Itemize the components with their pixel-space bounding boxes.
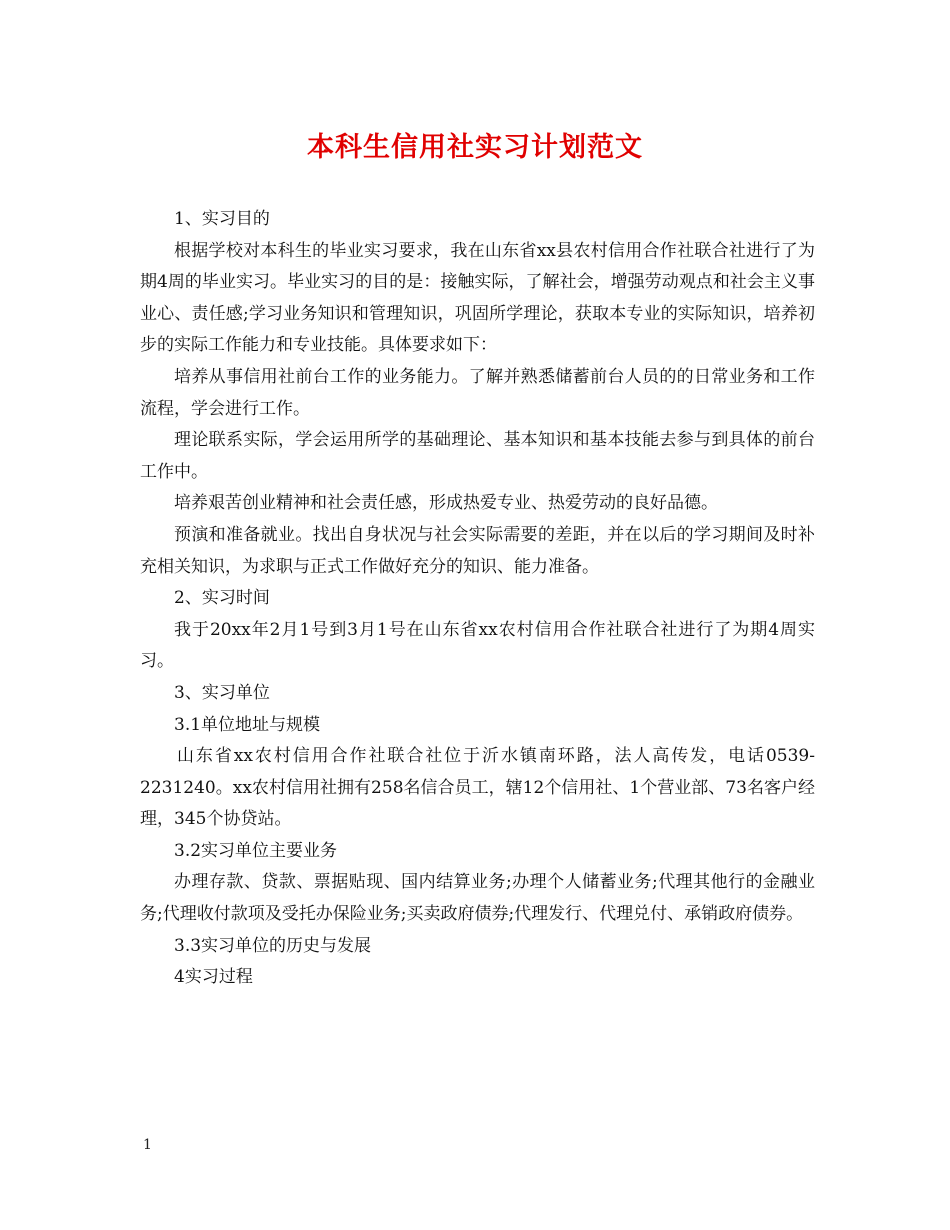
page-number: 1 — [143, 1137, 152, 1153]
paragraph-requirement-theory: 理论联系实际，学会运用所学的基础理论、基本知识和基本技能去参与到具体的前台工作中。 — [140, 430, 815, 482]
paragraph-business: 办理存款、贷款、票据贴现、国内结算业务;办理个人储蓄业务;代理其他行的金融业务;代理收付款项及受托办保险业务;买卖政府债券;代理发行、代理兑付、承销政府债券。 — [140, 872, 815, 925]
subsection-heading-business: 3.2实习单位主要业务 — [174, 840, 338, 861]
subsection-heading-history: 3.3实习单位的历史与发展 — [174, 935, 372, 956]
paragraph-time: 我于20xx年2月1号到3月1号在山东省xx农村信用合作社联合社进行了为期4周实习。 — [140, 619, 815, 672]
paragraph-address: 山东省xx农村信用合作社联合社位于沂水镇南环路，法人高传发，电话0539-2231240。xx农村信用社拥有258名信合员工，辖12个信用社、1个营业部、73名客户经理，345个协贷站。 — [140, 746, 815, 830]
paragraph-requirement-spirit: 培养艰苦创业精神和社会责任感，形成热爱专业、热爱劳动的良好品德。 — [174, 493, 718, 514]
section-heading-purpose: 1、实习目的 — [174, 209, 270, 229]
paragraph-requirement-frontdesk: 培养从事信用社前台工作的业务能力。了解并熟悉储蓄前台人员的的日常业务和工作流程，学会进行工作。 — [140, 366, 815, 419]
subsection-heading-address: 3.1单位地址与规模 — [174, 714, 321, 735]
section-heading-unit: 3、实习单位 — [174, 682, 270, 703]
paragraph-purpose-intro: 根据学校对本科生的毕业实习要求，我在山东省xx县农村信用合作社联合社进行了为期4周的毕业实习。毕业实习的目的是：接触实际，了解社会，增强劳动观点和社会主义事业心、责任感;学习业务知识和管理知识，巩固所学理论，获取本专业的实际知识，培养初步的实际工作能力和专业技能。具体要求如下： — [140, 240, 815, 356]
document-title: 本科生信用社实习计划范文 — [307, 132, 643, 163]
document-body — [140, 204, 815, 994]
section-heading-process: 4实习过程 — [174, 967, 253, 988]
paragraph-requirement-employment: 预演和准备就业。找出自身状况与社会实际需要的差距，并在以后的学习期间及时补充相关知识，为求职与正式工作做好充分的知识、能力准备。 — [140, 524, 815, 577]
section-heading-time: 2、实习时间 — [174, 588, 270, 609]
